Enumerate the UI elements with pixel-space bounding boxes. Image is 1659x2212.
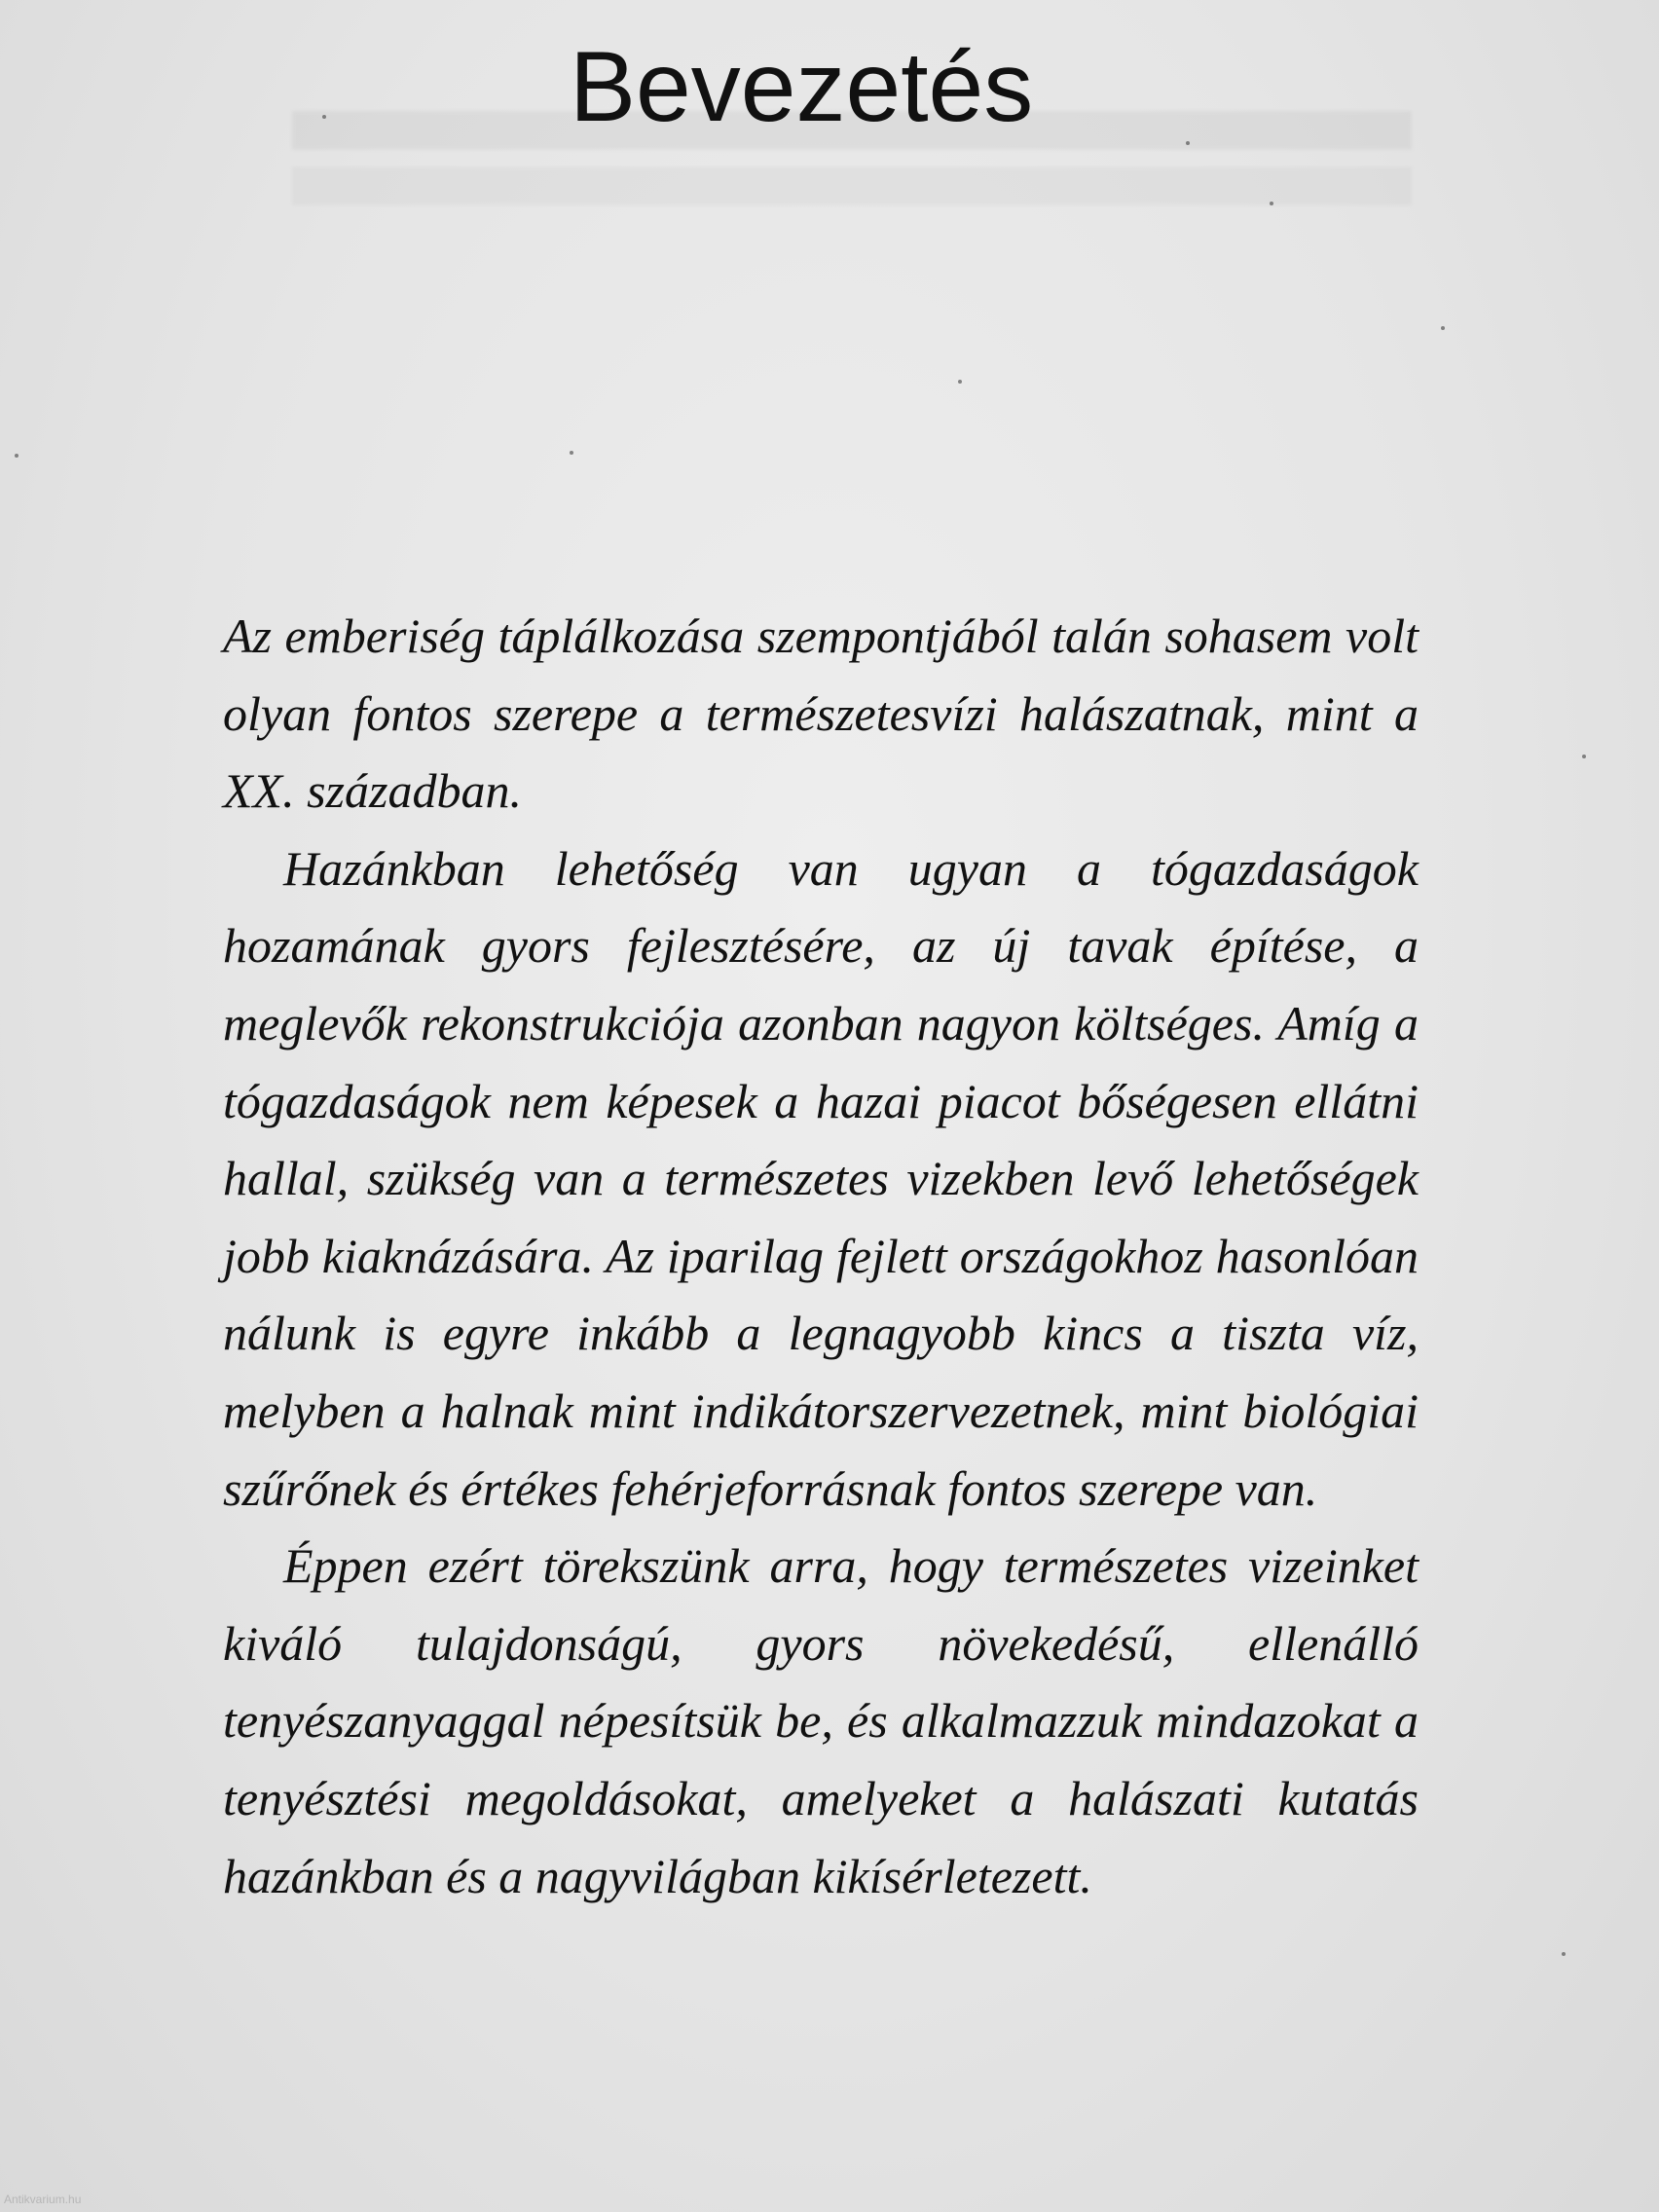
- paper-speck: [1441, 326, 1445, 330]
- paragraph-2: Hazánkban lehetőség van ugyan a tógazdaságok hozamának gyors fejlesztésére, az új tavak építése, a meglevők rekonstrukciója azonban nagyon költséges. Amíg a tógazdaságok nem képesek a hazai piacot bőségesen ellátni hallal, szükség van a természetes vizekben levő lehetőségek jobb kiaknázására. Az iparilag fejlett országokhoz hasonlóan nálunk is egyre inkább a legnagyobb kincs a tiszta víz, melyben a halnak mint indikátorszervezetnek, mint biológiai szűrőnek és értékes fehérjeforrásnak fontos szerepe van.: [223, 840, 1419, 1516]
- paper-speck: [570, 451, 573, 455]
- paragraph-3: Éppen ezért törekszünk arra, hogy természetes vizeinket kiváló tulajdonságú, gyors növekedésű, ellenálló tenyészanyaggal népesítsük be, és alkalmazzuk mindazokat a tenyésztési megoldásokat, amelyeket a halászati kutatás hazánkban és a nagyvilágban kikísérletezett.: [223, 1538, 1419, 1903]
- paper-speck: [1562, 1952, 1566, 1956]
- paper-speck: [958, 380, 962, 384]
- paragraph-1: Az emberiség táplálkozása szempontjából talán sohasem volt olyan fontos szerepe a természetesvízi halászatnak, mint a XX. században.: [223, 608, 1419, 819]
- paper-speck: [322, 115, 326, 119]
- watermark: Antikvarium.hu: [4, 2193, 82, 2206]
- paper-speck: [1270, 202, 1273, 205]
- page-title: Bevezetés: [570, 31, 1034, 142]
- paper-speck: [1186, 141, 1190, 145]
- paper-speck: [15, 454, 18, 458]
- paper-speck: [1582, 755, 1586, 758]
- body-text: [223, 598, 1419, 1915]
